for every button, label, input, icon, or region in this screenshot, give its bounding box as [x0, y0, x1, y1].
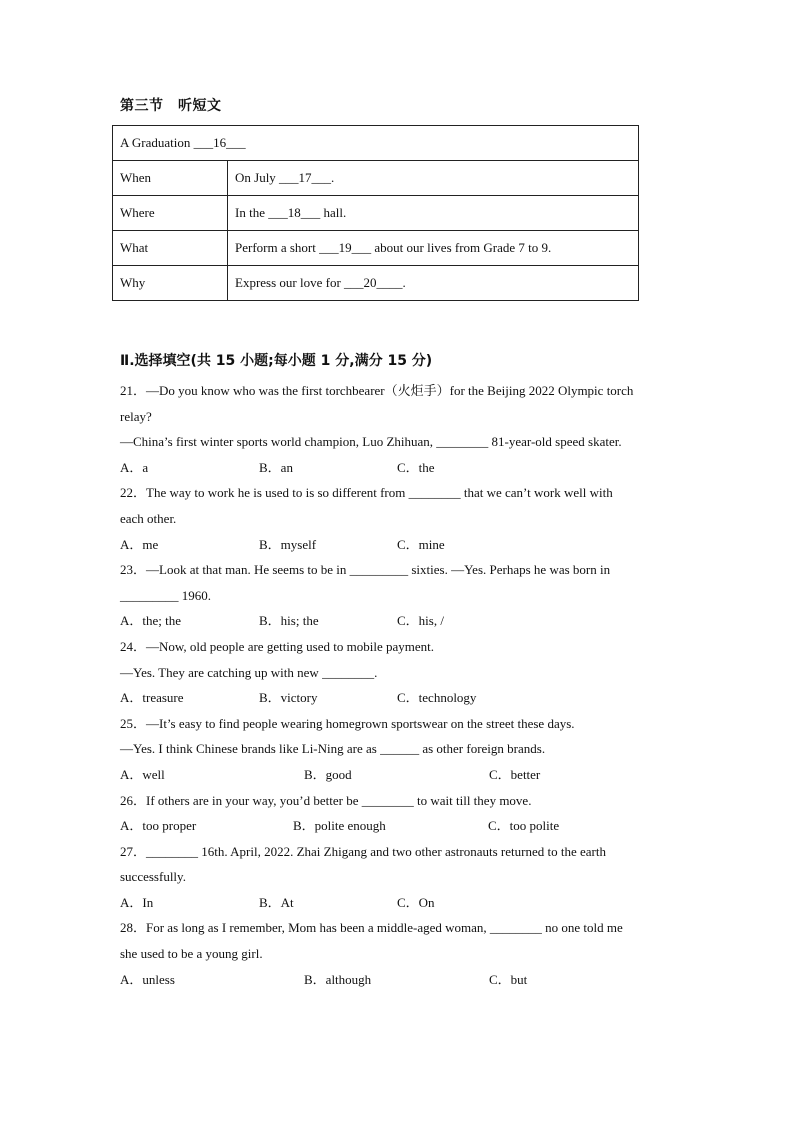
option-c: C．but: [489, 971, 528, 987]
options-row: [120, 813, 680, 839]
option-a: A．a: [120, 459, 149, 475]
option-b: B．victory: [259, 690, 318, 706]
row-content: Express our love for ___20____.: [228, 266, 639, 301]
options-row: [120, 762, 680, 788]
option-a: A．In: [120, 894, 154, 910]
table-row: [113, 196, 639, 231]
option-c: C．technology: [397, 690, 477, 706]
question-line: 25．—It’s easy to find people wearing homegrown sportswear on the street these days.: [120, 715, 575, 731]
option-b: B．although: [304, 971, 372, 987]
question-list: [120, 378, 680, 992]
option-b: B．polite enough: [293, 818, 386, 834]
option-a: A．too proper: [120, 818, 197, 834]
option-b: B．myself: [259, 536, 317, 552]
question-line: 26．If others are in your way, you’d better be ________ to wait till they move.: [120, 792, 532, 808]
listening-table: [112, 125, 639, 301]
section-title: Ⅱ.选择填空(共 15 小题;每小题 1 分,满分 15 分): [120, 353, 433, 369]
question-line: relay?: [120, 408, 152, 424]
option-b: B．an: [259, 459, 293, 475]
question-line: 23．—Look at that man. He seems to be in _________ sixties. —Yes. Perhaps he was born in: [120, 562, 611, 578]
options-row: [120, 890, 680, 916]
table-row: [113, 266, 639, 301]
row-content: Perform a short ___19___ about our lives from Grade 7 to 9.: [228, 231, 639, 266]
row-label: Why: [113, 266, 228, 301]
table-row: [113, 231, 639, 266]
question-line: each other.: [120, 510, 177, 526]
options-row: [120, 967, 680, 993]
question-line: 27．________ 16th. April, 2022. Zhai Zhigang and two other astronauts returned to the earth: [120, 843, 606, 859]
options-row: [120, 608, 680, 634]
option-c: C．better: [489, 766, 541, 782]
option-b: B．his; the: [259, 613, 319, 629]
option-a: A．unless: [120, 971, 175, 987]
table-row: [113, 126, 639, 161]
question-line: —Yes. I think Chinese brands like Li-Ning are as ______ as other foreign brands.: [120, 741, 546, 757]
question-line: 28．For as long as I remember, Mom has been a middle-aged woman, ________ no one told me: [120, 920, 623, 936]
options-row: [120, 532, 680, 558]
question-line: 24．—Now, old people are getting used to mobile payment.: [120, 638, 434, 654]
row-content: In the ___18___ hall.: [228, 196, 639, 231]
option-c: C．On: [397, 894, 435, 910]
options-row: [120, 685, 680, 711]
option-a: A．treasure: [120, 690, 184, 706]
question-line: —Yes. They are catching up with new ________.: [120, 664, 378, 680]
row-label: When: [113, 161, 228, 196]
question-line: successfully.: [120, 869, 186, 885]
table-row: [113, 161, 639, 196]
option-b: B．At: [259, 894, 294, 910]
option-a: A．the; the: [120, 613, 182, 629]
options-row: [120, 455, 680, 481]
option-c: C．mine: [397, 536, 445, 552]
option-a: A．well: [120, 766, 165, 782]
question-line: 22．The way to work he is used to is so different from ________ that we can’t work well with: [120, 485, 613, 501]
question-line: _________ 1960.: [120, 587, 211, 603]
row-label: What: [113, 231, 228, 266]
row-label: Where: [113, 196, 228, 231]
option-a: A．me: [120, 536, 159, 552]
section-heading: 第三节 听短文: [120, 98, 222, 114]
question-line: 21．—Do you know who was the first torchbearer（火炬手）for the Beijing 2022 Olympic torch: [120, 383, 634, 398]
option-c: C．too polite: [488, 818, 560, 834]
option-c: C．his, /: [397, 613, 444, 629]
table-title: A Graduation ___16___: [113, 126, 639, 161]
question-line: she used to be a young girl.: [120, 946, 263, 962]
option-c: C．the: [397, 459, 435, 475]
row-content: On July ___17___.: [228, 161, 639, 196]
option-b: B．good: [304, 766, 352, 782]
question-line: —China’s first winter sports world champion, Luo Zhihuan, ________ 81-year-old speed skater.: [120, 434, 622, 450]
